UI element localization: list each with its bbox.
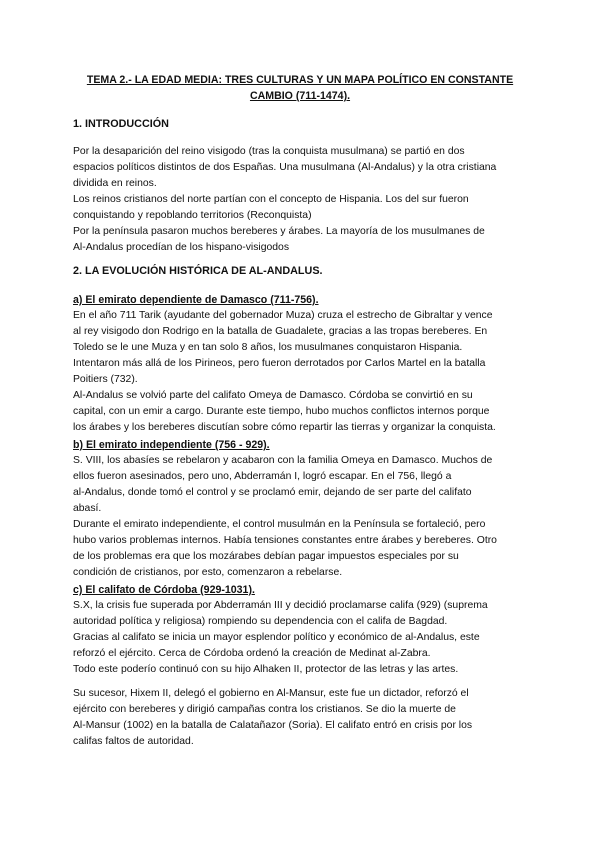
document-title bbox=[60, 72, 540, 104]
text-line: de los problemas era que los mozárabes debían pagar impuestos especiales por su bbox=[73, 551, 459, 562]
text-line: condición de cristianos, por esto, comenzaron a rebelarse. bbox=[73, 567, 343, 578]
subsection-b-body bbox=[73, 453, 533, 581]
text-line: espacios políticos distintos de dos Españas. Una musulmana (Al-Andalus) y la otra cristiana bbox=[73, 162, 497, 173]
text-line: ejército con bereberes y dirigió campañas contra los cristianos. Se dio la muerte de bbox=[73, 704, 456, 715]
title-line-2: CAMBIO (711-1474). bbox=[249, 90, 351, 102]
text-line: Al-Andalus procedían de los hispano-visigodos bbox=[73, 242, 290, 253]
text-line: capital, con un emir a cargo. Durante este tiempo, hubo muchos conflictos internos porque bbox=[73, 406, 490, 417]
text-line: Intentaron más allá de los Pirineos, pero fueron derrotados por Carlos Martel en la batalla bbox=[73, 358, 486, 369]
subsection-b-title: b) El emirato independiente (756 - 929). bbox=[73, 439, 270, 451]
subsection-c-body bbox=[73, 598, 533, 678]
text-line: Por la desaparición del reino visigodo (tras la conquista musulmana) se partió en dos bbox=[73, 146, 465, 157]
text-line: abasí. bbox=[73, 503, 102, 514]
text-line: Los reinos cristianos del norte partían con el concepto de Hispania. Los del sur fueron bbox=[73, 194, 469, 205]
text-line: Al-Andalus se volvió parte del califato Omeya de Damasco. Córdoba se convirtió en su bbox=[73, 390, 473, 401]
text-line: S. VIII, los abasíes se rebelaron y acabaron con la familia Omeya en Damasco. Muchos de bbox=[73, 455, 493, 466]
text-line: califas faltos de autoridad. bbox=[73, 736, 194, 747]
text-line: Todo este poderío continuó con su hijo Alhaken II, protector de las letras y las artes. bbox=[73, 664, 459, 675]
text-line: al-Andalus, donde tomó el control y se proclamó emir, dejando de ser parte del califato bbox=[73, 487, 472, 498]
text-line: En el año 711 Tarik (ayudante del gobernador Muza) cruza el estrecho de Gibraltar y vence bbox=[73, 310, 493, 321]
section-1-body bbox=[73, 144, 533, 256]
text-line: ellos fueron asesinados, pero uno, Abderramán I, logró escapar. En el 756, llegó a bbox=[73, 471, 452, 482]
text-line: al rey visigodo don Rodrigo en la batalla de Guadalete, gracias a las tropas bereberes. En bbox=[73, 326, 488, 337]
section-2-heading: 2. LA EVOLUCIÓN HISTÓRICA DE AL-ANDALUS. bbox=[73, 265, 323, 277]
text-line: dividida en reinos. bbox=[73, 178, 157, 189]
subsection-c-title: c) El califato de Córdoba (929-1031). bbox=[73, 584, 255, 596]
subsection-a-body bbox=[73, 308, 533, 436]
text-line: S.X, la crisis fue superada por Abderramán III y decidió proclamarse califa (929) (suprema bbox=[73, 600, 488, 611]
text-line: los árabes y los bereberes discutían sobre cómo repartir las tierras y organizar la conquista. bbox=[73, 422, 496, 433]
text-line: reforzó el ejército. Cerca de Córdoba ordenó la creación de Medinat al-Zabra. bbox=[73, 648, 431, 659]
text-line: Al-Mansur (1002) en la batalla de Calatañazor (Soria). El califato entró en crisis por los bbox=[73, 720, 473, 731]
section-1-heading: 1. INTRODUCCIÓN bbox=[73, 118, 169, 130]
text-line: conquistando y repoblando territorios (Reconquista) bbox=[73, 210, 312, 221]
subsection-a-title: a) El emirato dependiente de Damasco (711-756). bbox=[73, 294, 319, 306]
text-line: autoridad política y religiosa) rompiendo su dependencia con el califa de Bagdad. bbox=[73, 616, 448, 627]
text-line: hubo varios problemas internos. Había tensiones constantes entre árabes y bereberes. Otro bbox=[73, 535, 497, 546]
text-line: Su sucesor, Hixem II, delegó el gobierno en Al-Mansur, este fue un dictador, reforzó el bbox=[73, 688, 469, 699]
subsection-c-body-2 bbox=[73, 686, 533, 750]
text-line: Durante el emirato independiente, el control musulmán en la Península se fortaleció, pero bbox=[73, 519, 486, 530]
text-line: Gracias al califato se inicia un mayor esplendor político y económico de al-Andalus, este bbox=[73, 632, 480, 643]
text-line: Toledo se le une Muza y en tan solo 8 años, los musulmanes conquistaron Hispania. bbox=[73, 342, 463, 353]
title-line-1: TEMA 2.- LA EDAD MEDIA: TRES CULTURAS Y UN MAPA POLÍTICO EN CONSTANTE bbox=[86, 74, 514, 86]
text-line: Por la península pasaron muchos bereberes y árabes. La mayoría de los musulmanes de bbox=[73, 226, 485, 237]
text-line: Poitiers (732). bbox=[73, 374, 138, 385]
